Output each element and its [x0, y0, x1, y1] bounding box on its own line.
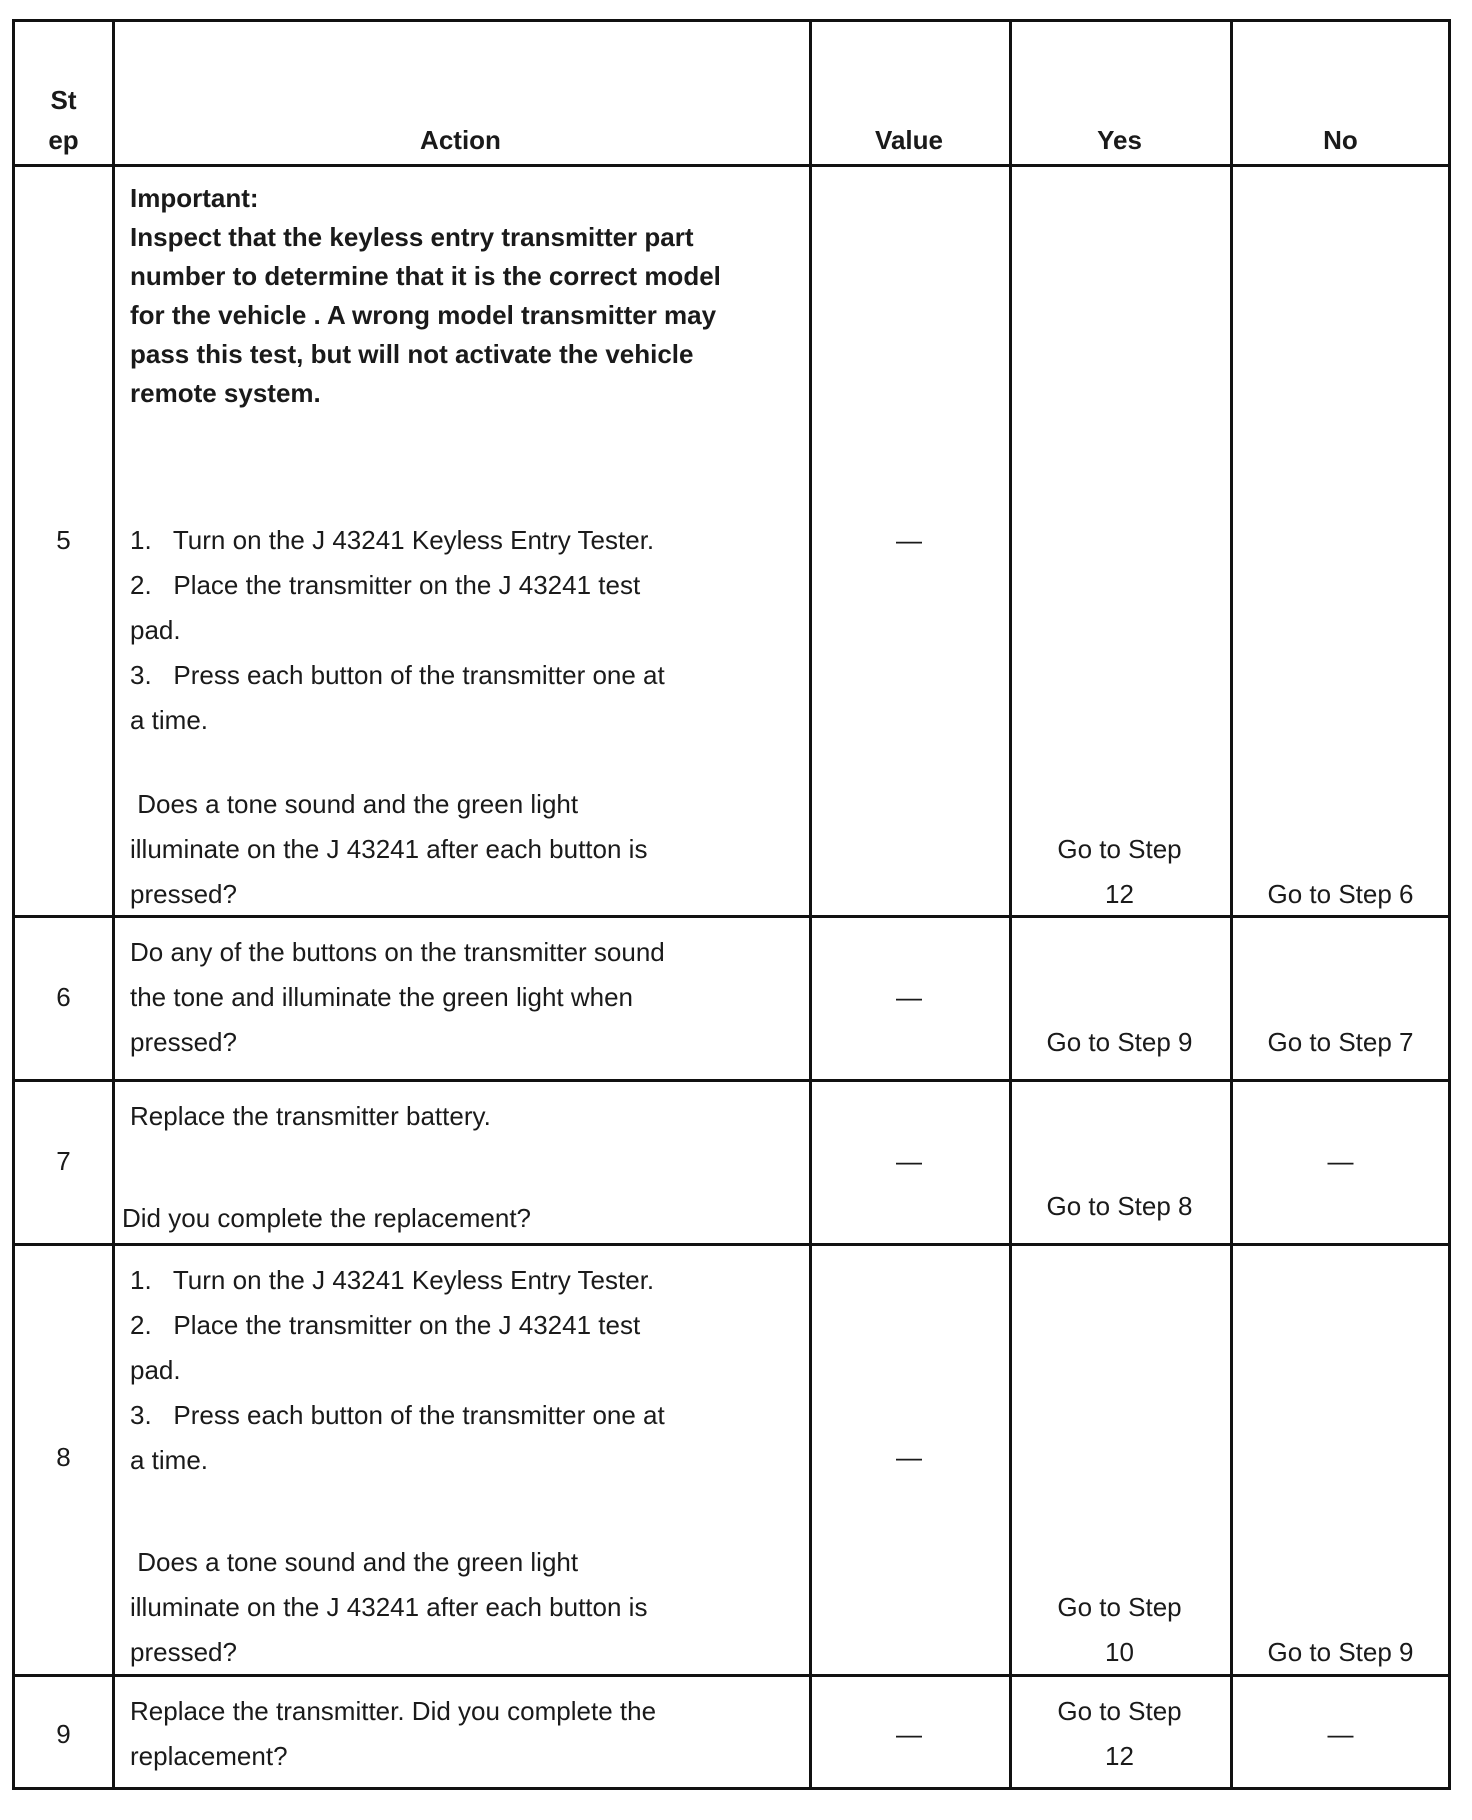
- important-note: [130, 179, 800, 413]
- value-cell: —: [896, 1442, 922, 1472]
- diagnostic-table: [12, 19, 1451, 1790]
- header-action: Action: [420, 125, 501, 155]
- important-line: for the vehicle . A wrong model transmitter may: [130, 300, 717, 330]
- action-line: pressed?: [130, 1027, 237, 1057]
- header-step-line: ep: [48, 125, 79, 155]
- action-line: a time.: [130, 705, 209, 735]
- question-line: Does a tone sound and the green light: [130, 789, 579, 819]
- step-number: 8: [56, 1442, 71, 1472]
- header-value: Value: [875, 125, 943, 155]
- important-title: Important:: [130, 183, 259, 213]
- no-cell: —: [1327, 1719, 1354, 1749]
- column-divider: [112, 22, 115, 1787]
- yes-cell: [1009, 827, 1230, 917]
- header-yes: Yes: [1097, 125, 1142, 155]
- no-cell: Go to Step 9: [1267, 1637, 1414, 1667]
- yes-line: Go to Step: [1057, 834, 1182, 864]
- header-no: No: [1323, 125, 1358, 155]
- action-line: 2. Place the transmitter on the J 43241 test: [130, 1310, 641, 1340]
- row-divider: [15, 164, 1448, 167]
- action-line: 3. Press each button of the transmitter one at: [130, 660, 665, 690]
- yes-line: Go to Step: [1057, 1592, 1182, 1622]
- important-line: Inspect that the keyless entry transmitter part: [130, 222, 694, 252]
- action-line: a time.: [130, 1445, 209, 1475]
- question-line: illuminate on the J 43241 after each button is: [130, 834, 648, 864]
- column-divider: [809, 22, 812, 1787]
- important-line: number to determine that it is the correct model: [130, 261, 721, 291]
- yes-line: 12: [1105, 879, 1134, 909]
- value-cell: —: [896, 982, 922, 1012]
- step-number: 7: [56, 1146, 71, 1176]
- no-cell: Go to Step 7: [1267, 1027, 1414, 1057]
- action-text: Replace the transmitter battery.: [130, 1101, 491, 1131]
- action-steps: [130, 518, 800, 743]
- no-cell: Go to Step 6: [1267, 879, 1414, 909]
- action-line: Do any of the buttons on the transmitter sound: [130, 937, 665, 967]
- question-line: illuminate on the J 43241 after each button is: [130, 1592, 648, 1622]
- action-line: 3. Press each button of the transmitter one at: [130, 1400, 665, 1430]
- action-line: Replace the transmitter. Did you complete the: [130, 1696, 657, 1726]
- action-question: [130, 782, 800, 917]
- action-question: [130, 1540, 800, 1675]
- important-line: pass this test, but will not activate the vehicle: [130, 339, 694, 369]
- action-line: 1. Turn on the J 43241 Keyless Entry Tester.: [130, 1265, 655, 1295]
- step-number: 6: [56, 982, 71, 1012]
- question-line: Does a tone sound and the green light: [130, 1547, 579, 1577]
- action-line: 2. Place the transmitter on the J 43241 test: [130, 570, 641, 600]
- value-cell: —: [896, 1719, 922, 1749]
- action-line: 1. Turn on the J 43241 Keyless Entry Tester.: [130, 525, 655, 555]
- yes-line: Go to Step: [1057, 1696, 1182, 1726]
- action-question: Did you complete the replacement?: [122, 1203, 532, 1233]
- yes-cell: Go to Step 8: [1046, 1191, 1193, 1221]
- yes-cell: Go to Step 9: [1046, 1027, 1193, 1057]
- step-number: 5: [56, 525, 71, 555]
- action-line: pad.: [130, 615, 181, 645]
- yes-cell: [1009, 1585, 1230, 1675]
- action-line: replacement?: [130, 1741, 288, 1771]
- important-line: remote system.: [130, 378, 321, 408]
- row-divider: [15, 1243, 1448, 1246]
- action-text: [130, 930, 800, 1065]
- yes-cell: [1009, 1689, 1230, 1779]
- yes-line: 10: [1105, 1637, 1134, 1667]
- yes-line: 12: [1105, 1741, 1134, 1771]
- value-cell: —: [896, 1146, 922, 1176]
- question-line: pressed?: [130, 879, 237, 909]
- value-cell: —: [896, 525, 922, 555]
- header-step-line: St: [50, 85, 77, 115]
- no-cell: —: [1327, 1146, 1354, 1176]
- row-divider: [15, 1079, 1448, 1082]
- action-line: pad.: [130, 1355, 181, 1385]
- question-line: pressed?: [130, 1637, 237, 1667]
- step-number: 9: [56, 1719, 71, 1749]
- action-steps: [130, 1258, 800, 1483]
- action-text: [130, 1689, 800, 1779]
- action-line: the tone and illuminate the green light when: [130, 982, 634, 1012]
- header-step: [15, 80, 112, 160]
